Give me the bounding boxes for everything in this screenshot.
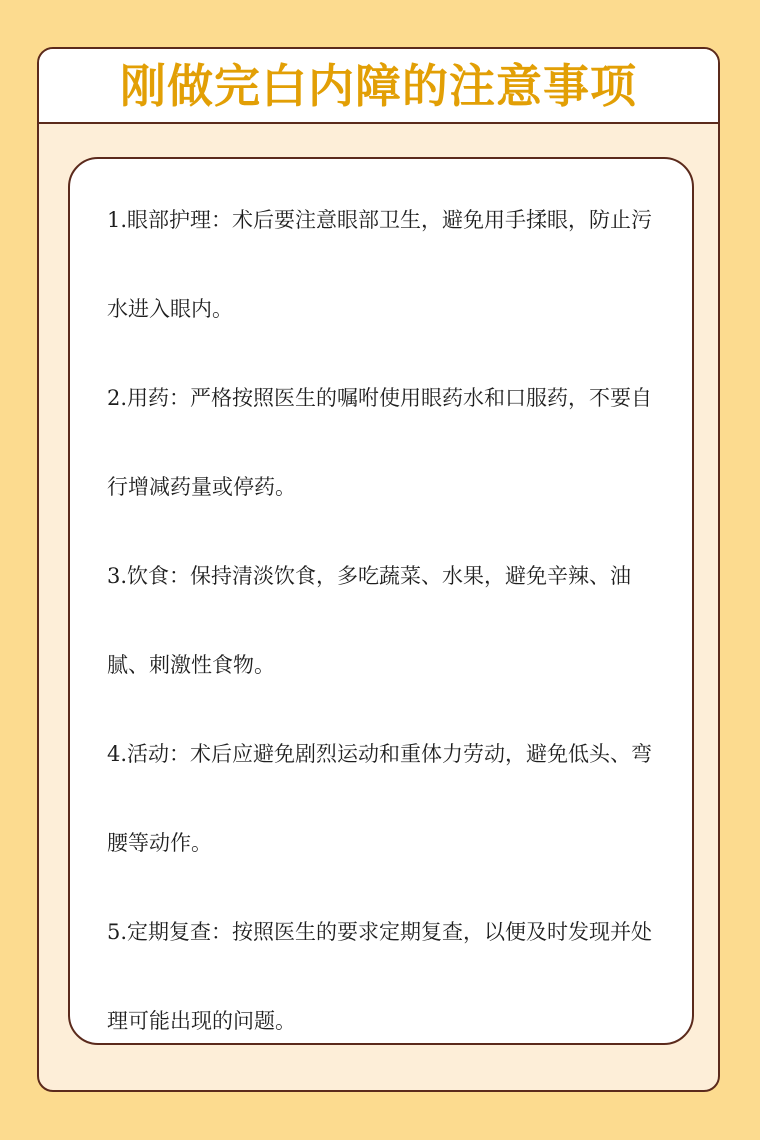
content-card bbox=[68, 157, 694, 1045]
item-text: 眼部护理：术后要注意眼部卫生，避免用手揉眼，防止污水进入眼内。 bbox=[107, 208, 653, 321]
list-item bbox=[107, 176, 667, 354]
list-item bbox=[107, 710, 667, 888]
item-text: 用药：严格按照医生的嘱咐使用眼药水和口服药，不要自行增减药量或停药。 bbox=[107, 386, 653, 499]
item-text: 活动：术后应避免剧烈运动和重体力劳动，避免低头、弯腰等动作。 bbox=[107, 742, 653, 855]
item-number: 3. bbox=[107, 564, 128, 588]
item-number: 5. bbox=[107, 920, 128, 944]
list-item bbox=[107, 532, 667, 710]
list-item bbox=[107, 354, 667, 532]
item-number: 2. bbox=[107, 386, 128, 410]
item-number: 4. bbox=[107, 742, 128, 766]
item-text: 饮食：保持清淡饮食，多吃蔬菜、水果，避免辛辣、油腻、刺激性食物。 bbox=[107, 564, 632, 677]
item-number: 1. bbox=[107, 208, 128, 232]
list-item bbox=[107, 888, 667, 1066]
item-text: 定期复查：按照医生的要求定期复查，以便及时发现并处理可能出现的问题。 bbox=[107, 920, 653, 1033]
title-bar bbox=[39, 49, 718, 124]
page-title: 刚做完白内障的注意事项 bbox=[120, 58, 637, 113]
